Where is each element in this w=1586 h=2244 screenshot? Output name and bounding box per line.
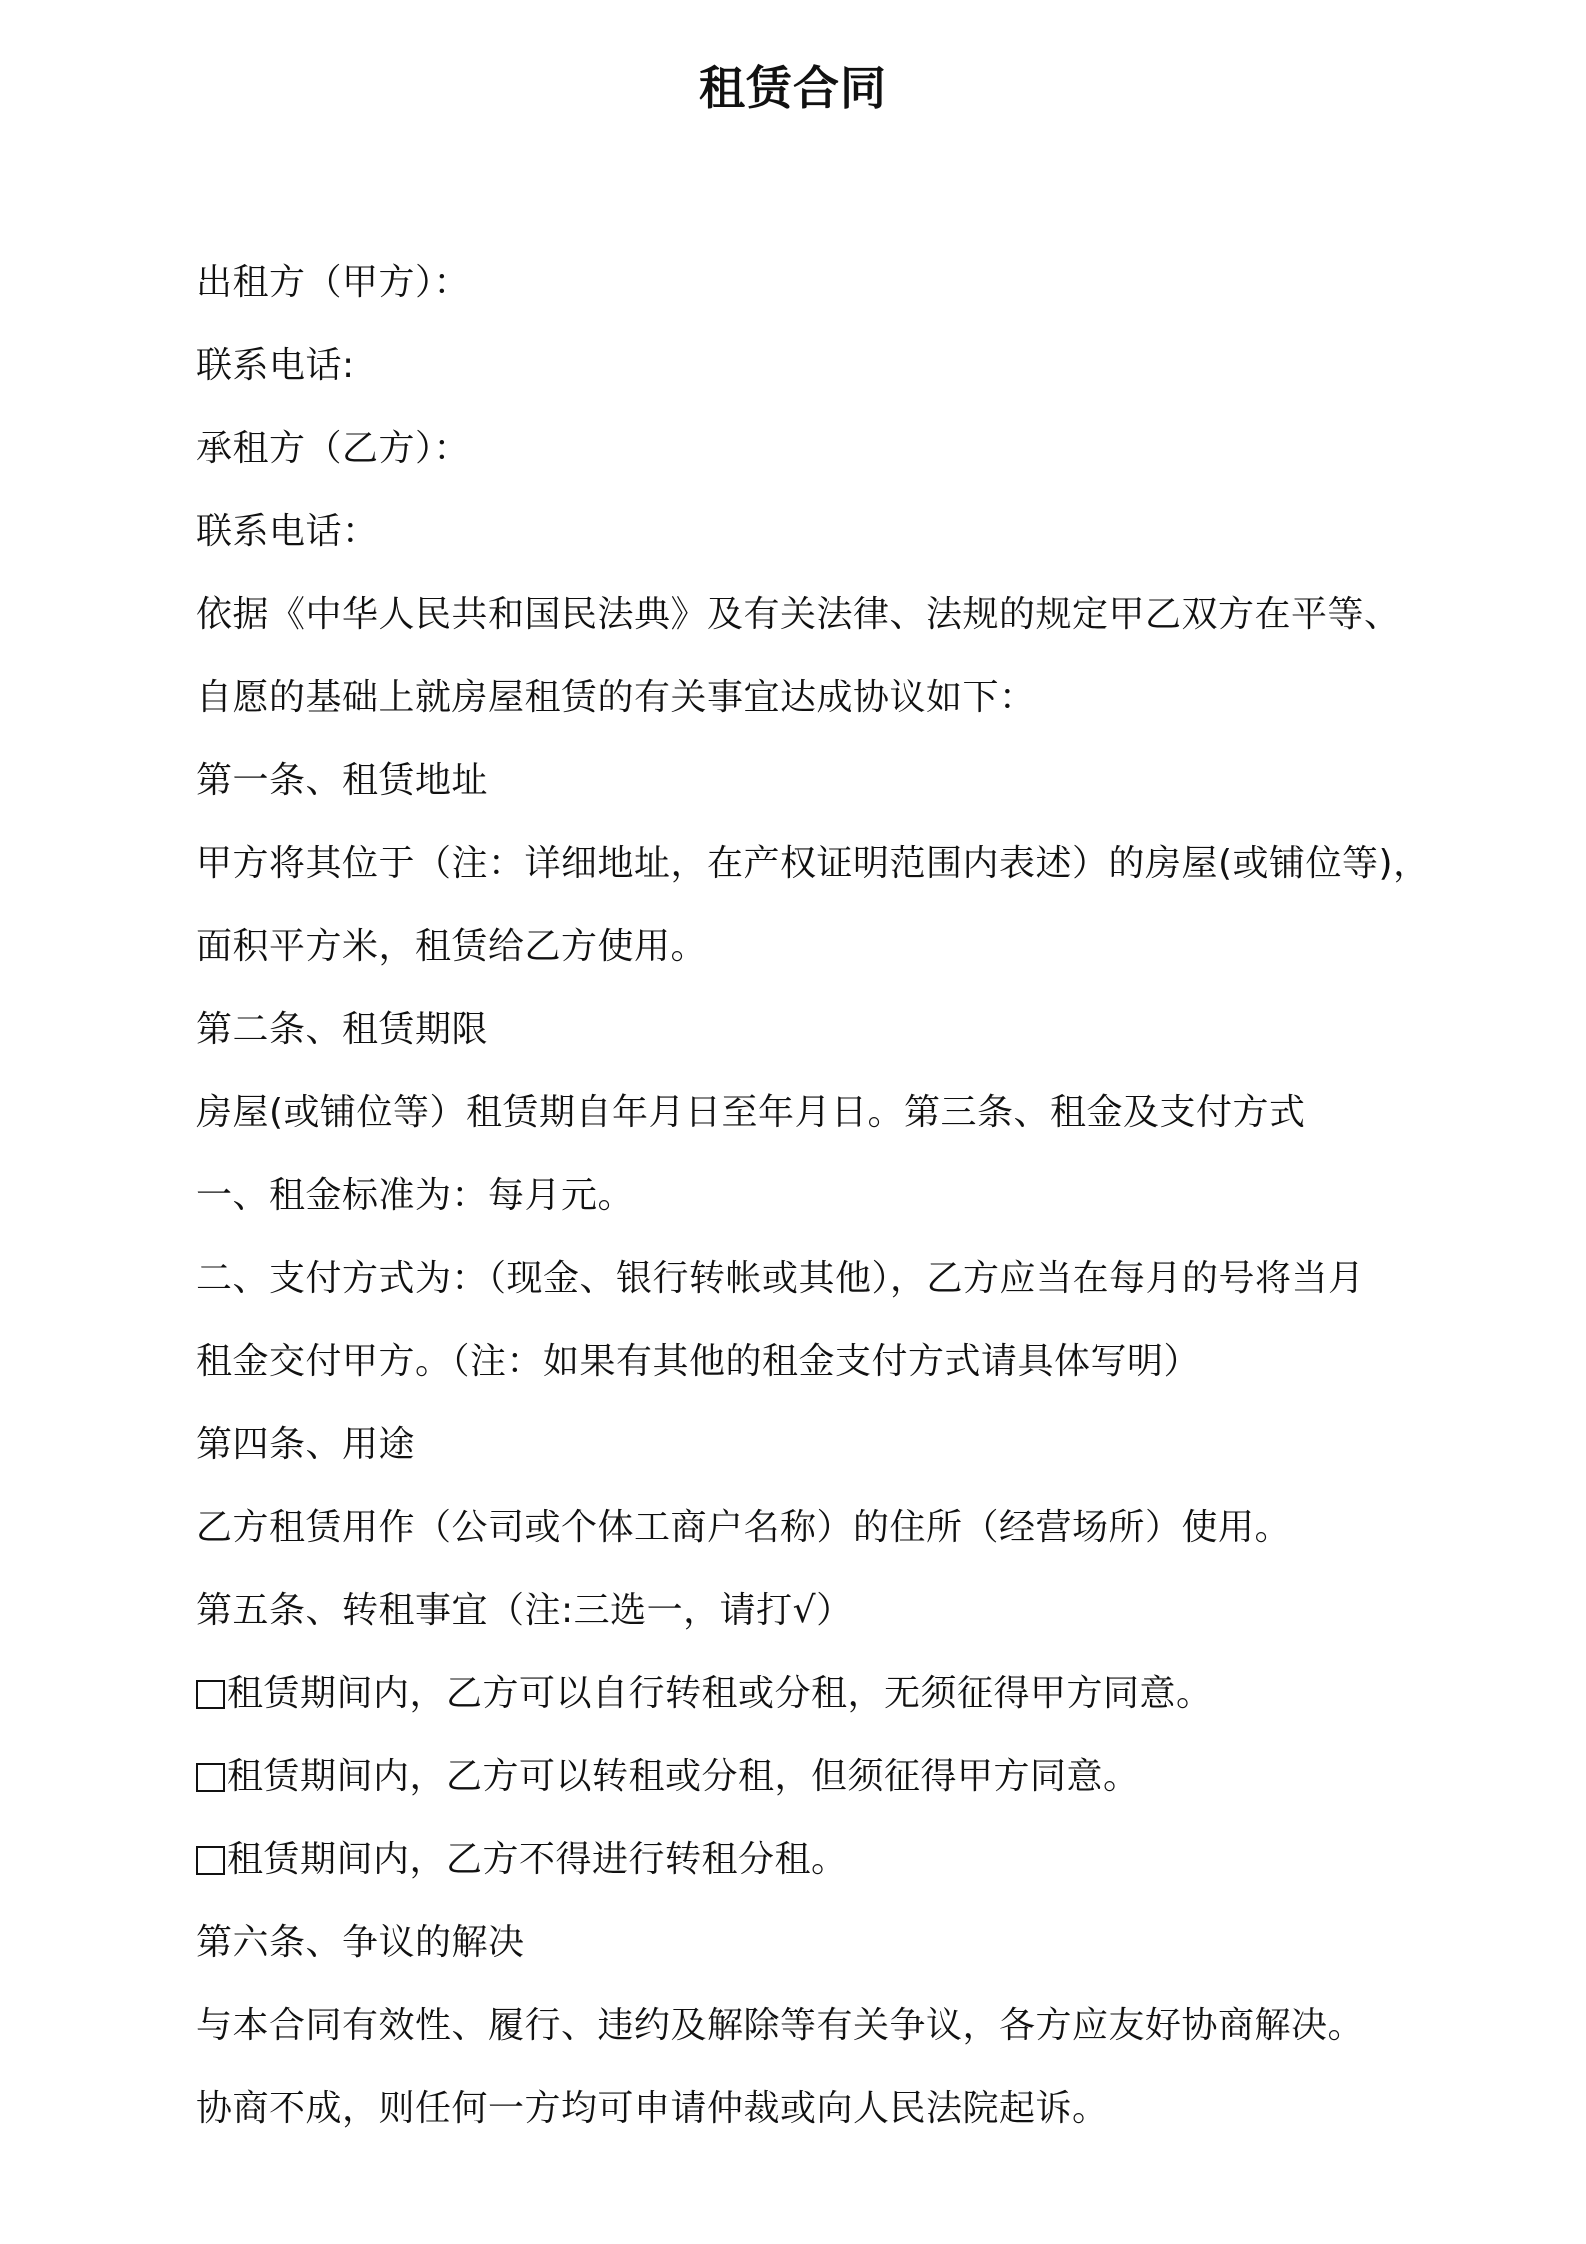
preamble-line-2: 自愿的基础上就房屋租赁的有关事宜达成协议如下： xyxy=(196,677,1036,718)
sublease-option-3-label: 租赁期间内，乙方不得进行转租分租。 xyxy=(227,1839,848,1880)
lessor-label: 出租方（甲方）： xyxy=(196,262,471,303)
rent-standard: 一、租金标准为：每月元。 xyxy=(196,1175,635,1216)
article-6-text-1: 与本合同有效性、履行、违约及解除等有关争议，各方应友好协商解决。 xyxy=(196,2005,1365,2046)
contract-body xyxy=(196,253,1436,2162)
article-2-heading: 第二条、租赁期限 xyxy=(196,1009,489,1050)
lessee-phone-label: 联系电话： xyxy=(196,511,379,552)
sublease-option-3 xyxy=(196,1830,1436,1913)
article-2-text: 房屋(或铺位等）租赁期自年月日至年月日。第三条、租金及支付方式 xyxy=(196,1092,1306,1133)
document-title: 租赁合同 xyxy=(699,61,887,115)
sublease-option-1 xyxy=(196,1664,1436,1747)
lessee-label: 承租方（乙方）： xyxy=(196,428,471,469)
sublease-option-2-label: 租赁期间内，乙方可以转租或分租，但须征得甲方同意。 xyxy=(227,1756,1140,1797)
preamble-line-1: 依据《中华人民共和国民法典》及有关法律、法规的规定甲乙双方在平等、 xyxy=(196,594,1401,635)
sublease-option-3-checkbox[interactable] xyxy=(196,1846,225,1875)
article-4-heading: 第四条、用途 xyxy=(196,1424,416,1465)
article-1-text-2: 面积平方米，租赁给乙方使用。 xyxy=(196,926,708,967)
article-1-text-1: 甲方将其位于（注：详细地址，在产权证明范围内表述）的房屋(或铺位等)， xyxy=(196,843,1430,884)
article-4-text: 乙方租赁用作（公司或个体工商户名称）的住所（经营场所）使用。 xyxy=(196,1507,1292,1548)
article-1-heading: 第一条、租赁地址 xyxy=(196,760,489,801)
sublease-option-1-label: 租赁期间内，乙方可以自行转租或分租，无须征得甲方同意。 xyxy=(227,1673,1213,1714)
article-6-heading: 第六条、争议的解决 xyxy=(196,1922,525,1963)
sublease-option-2-checkbox[interactable] xyxy=(196,1763,225,1792)
sublease-option-2 xyxy=(196,1747,1436,1830)
article-6-text-2: 协商不成，则任何一方均可申请仲裁或向人民法院起诉。 xyxy=(196,2088,1109,2129)
sublease-option-1-checkbox[interactable] xyxy=(196,1680,225,1709)
payment-method-2: 租金交付甲方。（注：如果有其他的租金支付方式请具体写明） xyxy=(196,1341,1201,1382)
article-5-heading: 第五条、转租事宜（注:三选一，请打√） xyxy=(196,1590,853,1631)
lessor-phone-label: 联系电话: xyxy=(196,345,355,386)
payment-method-1: 二、支付方式为：（现金、银行转帐或其他），乙方应当在每月的号将当月 xyxy=(196,1258,1365,1299)
